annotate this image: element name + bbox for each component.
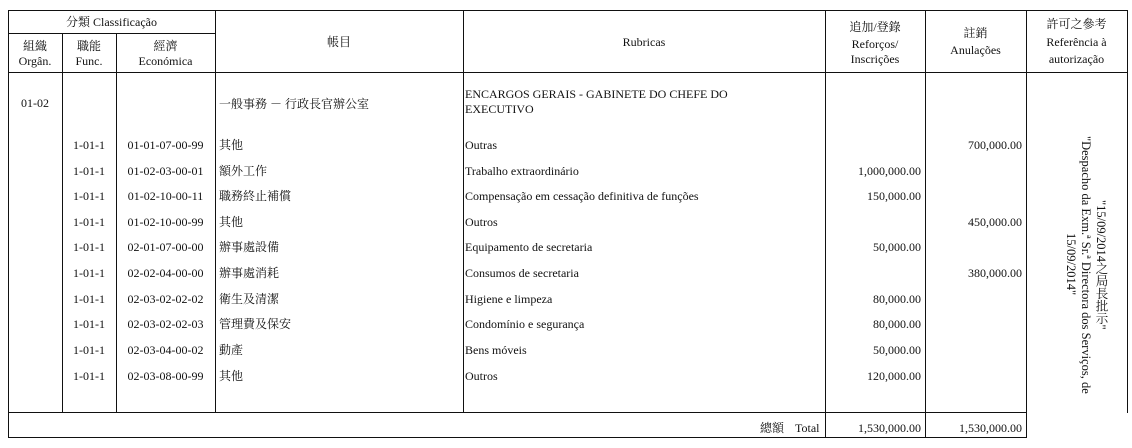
row-pt: Outras [465, 138, 497, 152]
row-func: 1-01-1 [73, 189, 105, 203]
row-reforco: 80,000.00 [873, 317, 921, 331]
header-anulacoes-zh: 註銷 [963, 26, 988, 40]
header-ref-zh: 許可之參考 [1046, 17, 1107, 31]
rule-header-bottom [8, 72, 1128, 73]
row-anulacao: 380,000.00 [968, 266, 1022, 280]
header-econ-pt: Económica [138, 54, 193, 68]
row-zh: 其他 [219, 215, 244, 229]
rule-left [8, 10, 9, 438]
row-pt: Condomínio e segurança [465, 317, 585, 331]
header-anulacoes-pt: Anulações [950, 43, 1001, 57]
authorization-line1: "15/09/2014之局長批示" [1094, 199, 1108, 330]
header-reforcos-pt2: Inscrições [850, 52, 900, 66]
header-rubricas: Rubricas [622, 35, 666, 49]
row-pt: Consumos de secretaria [465, 266, 579, 280]
header-func-zh: 職能 [76, 39, 101, 53]
row-econ: 02-02-04-00-00 [127, 266, 204, 280]
row-pt: Bens móveis [465, 343, 527, 357]
row-zh: 衛生及清潔 [219, 292, 280, 306]
row-reforco: 80,000.00 [873, 292, 921, 306]
row-anulacao: 700,000.00 [968, 138, 1022, 152]
row-func: 1-01-1 [73, 292, 105, 306]
header-reforcos-zh: 追加/登錄 [849, 20, 901, 34]
row-func: 1-01-1 [73, 266, 105, 280]
row-func: 1-01-1 [73, 369, 105, 383]
row-zh: 辦事處設備 [219, 240, 280, 254]
header-ref-pt2: autorização [1048, 52, 1105, 66]
row-econ: 02-01-07-00-00 [127, 240, 204, 254]
rule-classification [8, 33, 215, 34]
row-reforco: 50,000.00 [873, 240, 921, 254]
row-pt: Equipamento de secretaria [465, 240, 593, 254]
section-name-pt1: ENCARGOS GERAIS - GABINETE DO CHEFE DO [465, 87, 728, 101]
total-label-zh: 總額 [760, 421, 785, 435]
row-func: 1-01-1 [73, 343, 105, 357]
authorization-reference [1048, 122, 1108, 407]
header-func-pt: Func. [75, 54, 103, 68]
row-econ: 01-02-03-00-01 [127, 164, 204, 178]
row-zh: 辦事處消耗 [219, 266, 280, 280]
header-classificacao: 分類 Classificação [66, 15, 157, 29]
row-pt: Compensação em cessação definitiva de funções [465, 189, 699, 203]
rule-anulacoes [1026, 10, 1027, 438]
row-func: 1-01-1 [73, 215, 105, 229]
row-econ: 01-02-10-00-99 [127, 215, 204, 229]
section-name-pt2: EXECUTIVO [465, 102, 534, 116]
section-organ: 01-02 [21, 96, 49, 110]
row-func: 1-01-1 [73, 240, 105, 254]
row-zh: 動產 [219, 343, 244, 357]
header-econ-zh: 經濟 [153, 39, 178, 53]
row-anulacao: 450,000.00 [968, 215, 1022, 229]
total-label-pt: Total [795, 421, 820, 435]
row-econ: 02-03-08-00-99 [127, 369, 204, 383]
section-name-zh: 一般事務 － 行政長官辦公室 [219, 97, 370, 111]
row-reforco: 150,000.00 [867, 189, 921, 203]
authorization-line2: "Despacho da Exm.ª Sr.ª Directora dos Serviços, de [1079, 135, 1093, 394]
row-zh: 額外工作 [219, 164, 268, 178]
row-econ: 01-02-10-00-11 [127, 189, 204, 203]
rule-zh [463, 10, 464, 413]
row-func: 1-01-1 [73, 317, 105, 331]
total-reforcos: 1,530,000.00 [858, 421, 921, 435]
rule-total-top [8, 412, 1026, 413]
header-ref-pt1: Referência à [1046, 35, 1107, 49]
row-econ: 02-03-02-02-02 [127, 292, 204, 306]
total-anulacoes: 1,530,000.00 [959, 421, 1022, 435]
row-func: 1-01-1 [73, 138, 105, 152]
header-zhangmu: 帳目 [326, 35, 351, 49]
row-pt: Trabalho extraordinário [465, 164, 579, 178]
row-pt: Outros [465, 369, 498, 383]
row-reforco: 120,000.00 [867, 369, 921, 383]
budget-table [8, 10, 1128, 438]
rule-bottom [8, 437, 1026, 438]
rule-right [1127, 10, 1128, 413]
row-zh: 管理費及保安 [219, 317, 292, 331]
row-pt: Higiene e limpeza [465, 292, 553, 306]
header-organ-zh: 組織 [22, 39, 47, 53]
row-econ: 02-03-02-02-03 [127, 317, 204, 331]
authorization-line3: 15/09/2014" [1064, 233, 1078, 296]
header-organ-pt: Orgân. [18, 54, 52, 68]
row-zh: 其他 [219, 138, 244, 152]
header-reforcos-pt1: Reforços/ [851, 37, 899, 51]
row-econ: 01-01-07-00-99 [127, 138, 204, 152]
row-reforco: 50,000.00 [873, 343, 921, 357]
rule-econ [215, 10, 216, 413]
row-pt: Outros [465, 215, 498, 229]
row-func: 1-01-1 [73, 164, 105, 178]
row-econ: 02-03-04-00-02 [127, 343, 204, 357]
row-zh: 職務終止補償 [219, 189, 292, 203]
row-reforco: 1,000,000.00 [858, 164, 921, 178]
rule-top [8, 10, 1128, 11]
row-zh: 其他 [219, 369, 244, 383]
